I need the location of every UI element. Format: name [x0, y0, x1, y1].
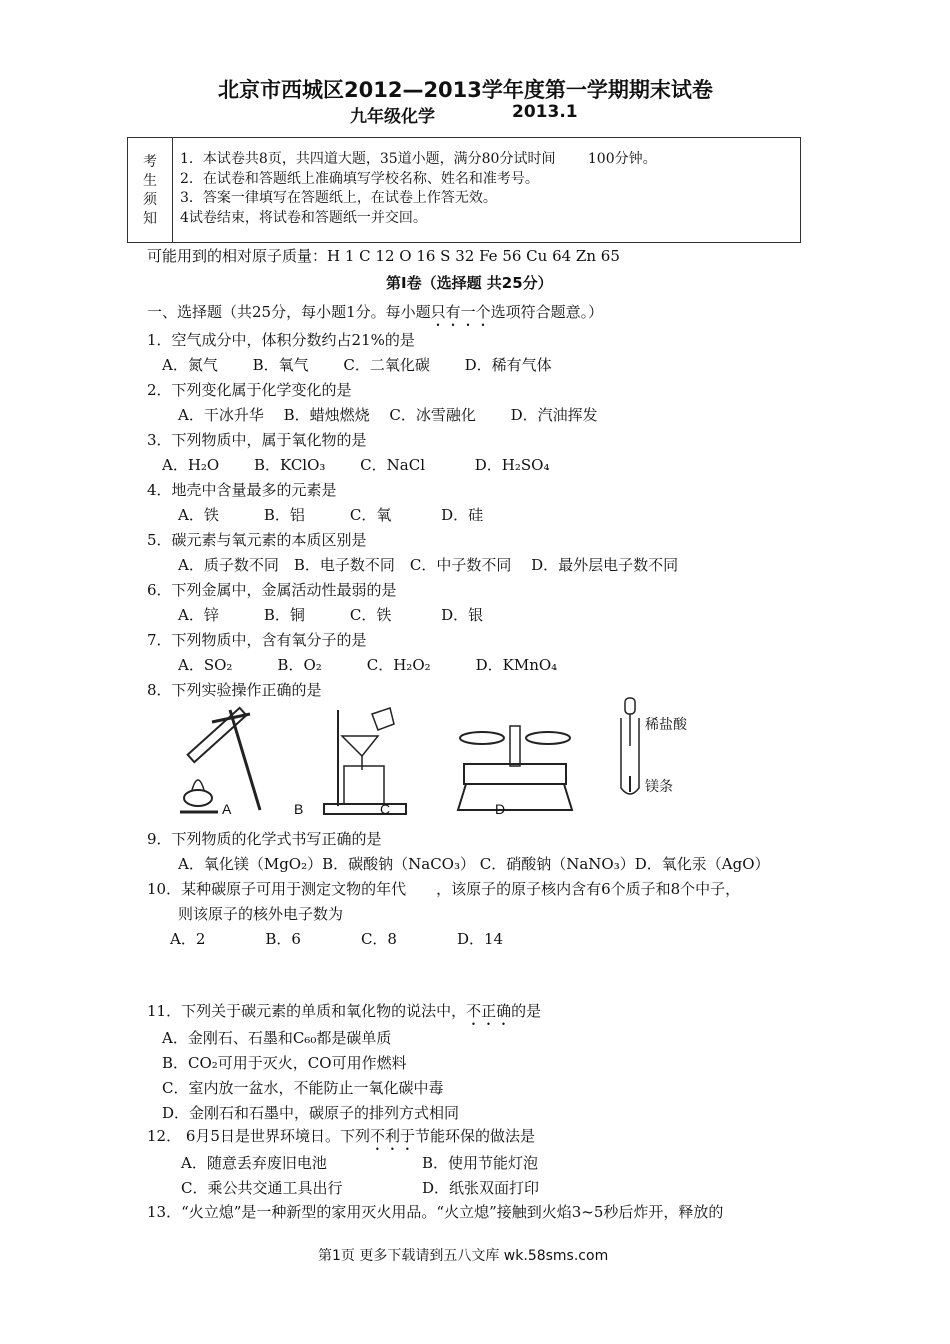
section-heading: 第Ⅰ卷（选择题 共25分）	[386, 274, 553, 292]
question-stem	[147, 1000, 541, 1029]
question-stem: 3．下列物质中，属于氧化物的是	[147, 431, 367, 449]
question-options: A．SO₂ B．O₂ C．H₂O₂ D．KMnO₄	[178, 656, 558, 674]
section-intro	[147, 301, 603, 330]
question-stem: 1．空气成分中，体积分数约占21%的是	[147, 331, 415, 349]
figure-label: C	[380, 801, 391, 817]
question-options: A．H₂O B．KClO₃ C．NaCl D．H₂SO₄	[162, 456, 550, 474]
question-stem: 7．下列物质中，含有氧分子的是	[147, 631, 367, 649]
notice-label-char: 考	[143, 154, 157, 170]
page-footer: 第1页 更多下载请到五八文库 wk.58sms.com	[318, 1248, 609, 1264]
figure-b-filtration	[318, 700, 413, 818]
question-options: A．锌 B．铜 C．铁 D．银	[178, 606, 484, 624]
option-b: B．CO₂可用于灭火，CO可用作燃料	[162, 1054, 407, 1072]
question-stem: 10．某种碳原子可用于测定文物的年代 ，该原子的原子核内含有6个质子和8个中子，	[147, 880, 741, 898]
figure-d-test-tube-magnesium	[615, 696, 645, 800]
option-d: D．纸张双面打印	[422, 1179, 540, 1197]
notice-label-char: 须	[143, 192, 157, 208]
notice-lines	[180, 150, 657, 228]
question-options: A．质子数不同 B．电子数不同 C．中子数不同 D．最外层电子数不同	[178, 556, 679, 574]
question-stem: 8．下列实验操作正确的是	[147, 681, 322, 699]
option-c: C．乘公共交通工具出行	[181, 1179, 343, 1197]
notice-line: 1．本试卷共8页，共四道大题，35道小题，满分80分试时间 100分钟。	[180, 151, 657, 167]
intro-emphasis: 只有一个	[430, 303, 491, 321]
stem-text: 的是	[511, 1002, 542, 1020]
question-stem: 9．下列物质的化学式书写正确的是	[147, 830, 382, 848]
question-stem: 5．碳元素与氧元素的本质区别是	[147, 531, 367, 549]
stem-emphasis: 不正确	[466, 1002, 512, 1020]
question-stem-continued: 则该原子的核外电子数为	[178, 905, 344, 923]
option-c: C．室内放一盆水，不能防止一氧化碳中毒	[162, 1079, 444, 1097]
question-stem: 6．下列金属中，金属活动性最弱的是	[147, 581, 397, 599]
question-options: A．干冰升华 B．蜡烛燃烧 C．冰雪融化 D．汽油挥发	[178, 406, 598, 424]
question-stem: 13．“火立熄”是一种新型的家用灭火用品。“火立熄”接触到火焰3~5秒后炸开，释放的	[147, 1203, 724, 1221]
magnesium-label: 镁条	[645, 778, 673, 794]
notice-label-char: 知	[143, 211, 157, 227]
stem-text: 节能环保的做法是	[414, 1127, 535, 1145]
notice-box	[127, 137, 801, 243]
notice-line: 3．答案一律填写在答题纸上，在试卷上作答无效。	[180, 190, 497, 206]
question-stem: 2．下列变化属于化学变化的是	[147, 381, 352, 399]
question-options: A．铁 B．铝 C．氧 D．硅	[178, 506, 484, 524]
question-options: A．氮气 B．氧气 C．二氧化碳 D．稀有气体	[162, 356, 552, 374]
option-d: D．金刚石和石墨中，碳原子的排列方式相同	[162, 1104, 460, 1122]
option-a: A．随意丢弃废旧电池	[181, 1154, 327, 1172]
notice-line: 4试卷结束，将试卷和答题纸一并交回。	[180, 209, 427, 226]
question-stem: 4．地壳中含量最多的元素是	[147, 481, 337, 499]
stem-text: 12． 6月5日是世界环境日。下列	[147, 1127, 370, 1145]
question-stem	[147, 1125, 535, 1154]
notice-line: 2．在试卷和答题纸上准确填写学校名称、姓名和准考号。	[180, 170, 539, 187]
stem-emphasis: 不利于	[369, 1127, 415, 1145]
figure-c-balance	[450, 718, 580, 818]
option-a: A．金刚石、石墨和C₆₀都是碳单质	[162, 1029, 392, 1047]
notice-label-char: 生	[143, 173, 157, 189]
question-options: A．2 B．6 C．8 D．14	[170, 930, 504, 948]
subject-label: 九年级化学	[350, 107, 435, 127]
notice-label	[128, 138, 173, 242]
question-options: A．氧化镁（MgO₂）B．碳酸钠（NaCO₃） C．硝酸钠（NaNO₃）D．氧化汞（AgO）	[178, 855, 770, 873]
page-title: 北京市西城区2012—2013学年度第一学期期末试卷	[218, 78, 713, 102]
figure-label: B	[294, 801, 304, 817]
exam-date: 2013.1	[512, 102, 578, 122]
figure-label: A	[222, 801, 232, 817]
stem-text: 11．下列关于碳元素的单质和氧化物的说法中，	[147, 1002, 467, 1020]
intro-text: 选项符合题意。）	[490, 303, 604, 321]
intro-text: 一、选择题（共25分，每小题1分。每小题	[147, 303, 431, 321]
atomic-masses: 可能用到的相对原子质量：H 1 C 12 O 16 S 32 Fe 56 Cu 64 Zn 65	[147, 247, 620, 265]
figure-label: D	[495, 801, 506, 817]
acid-label: 稀盐酸	[645, 716, 687, 732]
option-b: B．使用节能灯泡	[422, 1154, 539, 1172]
